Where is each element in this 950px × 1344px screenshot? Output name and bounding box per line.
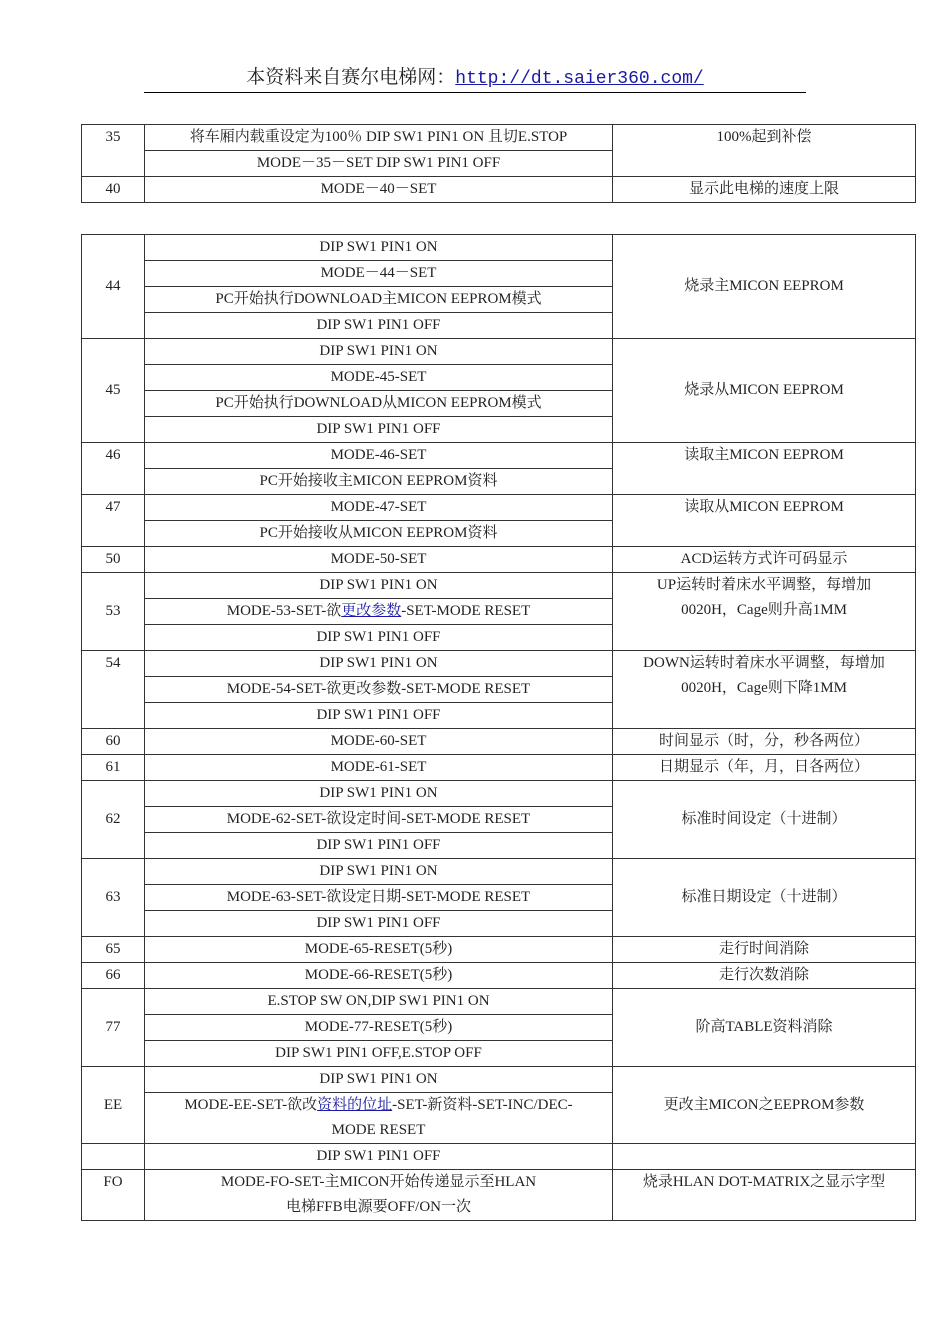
step-cell: MODE-46-SET: [145, 443, 613, 469]
mode-cell: 62: [82, 781, 145, 859]
mode-cell: 45: [82, 339, 145, 443]
mode-cell: 46: [82, 443, 145, 495]
desc-line: UP运转时着床水平调整，每增加: [656, 577, 872, 593]
mode-cell: EE: [82, 1067, 145, 1144]
source-link[interactable]: http://dt.saier360.com/: [455, 69, 704, 89]
table-row: [82, 859, 916, 885]
mode-cell: 44: [82, 235, 145, 339]
desc-cell: 100%起到补偿: [613, 125, 916, 177]
table-row: [82, 937, 916, 963]
step-cell: DIP SW1 PIN1 OFF: [145, 313, 613, 339]
mode-table-top: [81, 124, 916, 203]
table-row: [82, 755, 916, 781]
step-cell: E.STOP SW ON,DIP SW1 PIN1 ON: [145, 989, 613, 1015]
desc-cell: 烧录主MICON EEPROM: [613, 235, 916, 339]
step-cell: PC开始接收主MICON EEPROM资料: [145, 469, 613, 495]
table-row: [82, 729, 916, 755]
step-cell: PC开始执行DOWNLOAD从MICON EEPROM模式: [145, 391, 613, 417]
step-cell: DIP SW1 PIN1 OFF: [145, 417, 613, 443]
desc-cell: 读取从MICON EEPROM: [613, 495, 916, 547]
mode-cell: 63: [82, 859, 145, 937]
mode-cell: 50: [82, 547, 145, 573]
mode-cell: 60: [82, 729, 145, 755]
step-cell: MODE-50-SET: [145, 547, 613, 573]
mode-cell: 77: [82, 989, 145, 1067]
step-cell: DIP SW1 PIN1 ON: [145, 573, 613, 599]
table-row: [82, 443, 916, 469]
step-cell: MODE－35－SET DIP SW1 PIN1 OFF: [145, 151, 613, 177]
desc-cell: 走行次数消除: [613, 963, 916, 989]
step-cell: 将车厢内载重设定为100％ DIP SW1 PIN1 ON 且切E.STOP: [145, 125, 613, 151]
step-text: 电梯FFB电源要OFF/ON一次: [285, 1199, 472, 1215]
desc-cell: 时间显示（时，分，秒各两位）: [613, 729, 916, 755]
step-cell: MODE-54-SET-欲更改参数-SET-MODE RESET: [145, 677, 613, 703]
desc-cell: [613, 1144, 916, 1170]
desc-cell: 标准时间设定（十进制）: [613, 781, 916, 859]
step-cell: DIP SW1 PIN1 ON: [145, 235, 613, 261]
step-cell: PC开始执行DOWNLOAD主MICON EEPROM模式: [145, 287, 613, 313]
mode-cell: FO: [82, 1170, 145, 1221]
step-cell: MODE-62-SET-欲设定时间-SET-MODE RESET: [145, 807, 613, 833]
desc-cell: 读取主MICON EEPROM: [613, 443, 916, 495]
desc-cell: 日期显示（年，月，日各两位）: [613, 755, 916, 781]
step-text: MODE RESET: [331, 1122, 426, 1138]
step-cell: MODE-60-SET: [145, 729, 613, 755]
step-cell: MODE－40－SET: [145, 177, 613, 203]
step-cell: DIP SW1 PIN1 OFF: [145, 1144, 613, 1170]
mode-cell: 40: [82, 177, 145, 203]
table-row: [82, 651, 916, 677]
step-cell: MODE-77-RESET(5秒): [145, 1015, 613, 1041]
desc-cell: 显示此电梯的速度上限: [613, 177, 916, 203]
step-cell: [145, 599, 613, 625]
table-row: [82, 495, 916, 521]
step-cell: DIP SW1 PIN1 ON: [145, 1067, 613, 1093]
step-cell: [145, 1093, 613, 1144]
table-row: [82, 781, 916, 807]
step-text: MODE-EE-SET-欲改: [184, 1097, 318, 1113]
step-cell: MODE－44－SET: [145, 261, 613, 287]
mode-cell: 61: [82, 755, 145, 781]
table-row: [82, 177, 916, 203]
header-text: 本资料来自赛尔电梯网：: [246, 67, 456, 88]
table-row: [82, 1170, 916, 1221]
desc-cell: 标准日期设定（十进制）: [613, 859, 916, 937]
step-cell: MODE-65-RESET(5秒): [145, 937, 613, 963]
desc-cell: 烧录HLAN DOT-MATRIX之显示字型: [613, 1170, 916, 1221]
step-cell: DIP SW1 PIN1 OFF,E.STOP OFF: [145, 1041, 613, 1067]
desc-cell: 走行时间消除: [613, 937, 916, 963]
page-header: [144, 64, 806, 93]
desc-cell: 烧录从MICON EEPROM: [613, 339, 916, 443]
step-cell: DIP SW1 PIN1 ON: [145, 339, 613, 365]
mode-cell: 53: [82, 573, 145, 651]
step-cell: DIP SW1 PIN1 OFF: [145, 833, 613, 859]
desc-cell: [613, 651, 916, 729]
change-params-link[interactable]: 更改参数: [341, 603, 402, 619]
table-row: [82, 1144, 916, 1170]
step-cell: MODE-47-SET: [145, 495, 613, 521]
desc-cell: ACD运转方式许可码显示: [613, 547, 916, 573]
step-cell: DIP SW1 PIN1 OFF: [145, 625, 613, 651]
step-cell: MODE-66-RESET(5秒): [145, 963, 613, 989]
step-cell: DIP SW1 PIN1 ON: [145, 781, 613, 807]
step-cell: DIP SW1 PIN1 ON: [145, 859, 613, 885]
step-cell: [145, 1170, 613, 1221]
step-text: MODE-53-SET-欲: [226, 603, 342, 619]
table-row: [82, 547, 916, 573]
step-text: MODE-FO-SET-主MICON开始传递显示至HLAN: [220, 1174, 537, 1190]
step-text: -SET-新资料-SET-INC/DEC-: [392, 1097, 573, 1113]
mode-cell: 54: [82, 651, 145, 729]
step-text: -SET-MODE RESET: [401, 603, 531, 619]
table-row: [82, 573, 916, 599]
mode-cell: 47: [82, 495, 145, 547]
step-cell: MODE-45-SET: [145, 365, 613, 391]
mode-cell: [82, 1144, 145, 1170]
desc-line: DOWN运转时着床水平调整，每增加: [643, 655, 885, 671]
data-address-link[interactable]: 资料的位址: [317, 1097, 393, 1113]
desc-line: 0020H，Cage则升高1MM: [681, 602, 847, 618]
mode-cell: 35: [82, 125, 145, 177]
table-row: [82, 339, 916, 365]
step-cell: PC开始接收从MICON EEPROM资料: [145, 521, 613, 547]
mode-cell: 66: [82, 963, 145, 989]
step-cell: DIP SW1 PIN1 OFF: [145, 703, 613, 729]
table-row: [82, 963, 916, 989]
desc-cell: [613, 573, 916, 651]
mode-table-main: [81, 234, 916, 1221]
table-row: [82, 1067, 916, 1093]
table-row: [82, 989, 916, 1015]
step-cell: DIP SW1 PIN1 OFF: [145, 911, 613, 937]
step-cell: MODE-63-SET-欲设定日期-SET-MODE RESET: [145, 885, 613, 911]
desc-cell: 阶高TABLE资料消除: [613, 989, 916, 1067]
step-cell: DIP SW1 PIN1 ON: [145, 651, 613, 677]
mode-cell: 65: [82, 937, 145, 963]
desc-cell: 更改主MICON之EEPROM参数: [613, 1067, 916, 1144]
desc-line: 0020H，Cage则下降1MM: [681, 680, 847, 696]
table-row: [82, 125, 916, 151]
step-cell: MODE-61-SET: [145, 755, 613, 781]
table-row: [82, 235, 916, 261]
